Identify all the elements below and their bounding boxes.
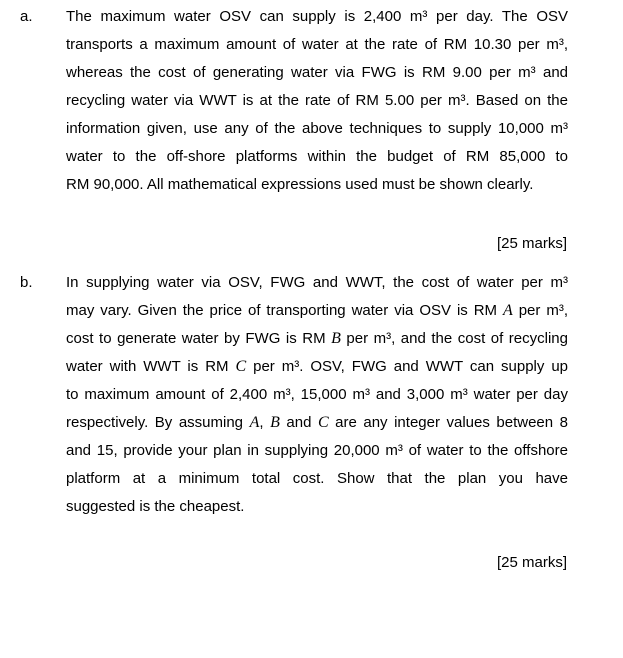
text-line: recycling water via WWT is at the rate of RM 5.00 per m³. Based on the: [66, 92, 568, 109]
text-line: platform at a minimum total cost. Show that the plan you have: [66, 470, 568, 487]
math-variable: A: [249, 414, 260, 431]
text-line: RM 90,000. All mathematical expressions used must be shown clearly.: [66, 176, 534, 193]
text-line: and 15, provide your plan in supplying 20,000 m³ of water to the offshore: [66, 442, 568, 459]
text-line: transports a maximum amount of water at the rate of RM 10.30 per m³,: [66, 36, 568, 53]
text-line: water with WWT is RM C per m³. OSV, FWG and WWT can supply up: [66, 358, 569, 375]
text-line: respectively. By assuming A, B and C are any integer values between 8: [66, 414, 568, 431]
text-line: whereas the cost of generating water via FWG is RM 9.00 per m³ and: [66, 64, 568, 81]
text-line: In supplying water via OSV, FWG and WWT, the cost of water per m³: [66, 274, 568, 291]
text-line: suggested is the cheapest.: [66, 498, 245, 515]
math-variable: C: [317, 414, 329, 431]
question-label: a.: [20, 8, 33, 25]
question-label: b.: [20, 274, 33, 291]
math-variable: C: [235, 358, 247, 375]
math-variable: B: [270, 414, 280, 431]
marks-label: [25 marks]: [496, 235, 567, 252]
text-line: cost to generate water by FWG is RM B per m³, and the cost of recycling: [66, 330, 568, 347]
question-text: [66, 269, 568, 521]
math-variable: B: [331, 330, 341, 347]
text-line: to maximum amount of 2,400 m³, 15,000 m³ and 3,000 m³ water per day: [66, 386, 568, 403]
marks-label: [25 marks]: [496, 554, 567, 571]
text-line: The maximum water OSV can supply is 2,400 m³ per day. The OSV: [66, 8, 568, 25]
math-variable: A: [502, 302, 513, 319]
text-line: may vary. Given the price of transporting water via OSV is RM A per m³,: [66, 302, 568, 319]
text-line: information given, use any of the above techniques to supply 10,000 m³: [66, 120, 568, 137]
question-text: [66, 3, 568, 199]
text-line: water to the off-shore platforms within the budget of RM 85,000 to: [66, 148, 568, 165]
